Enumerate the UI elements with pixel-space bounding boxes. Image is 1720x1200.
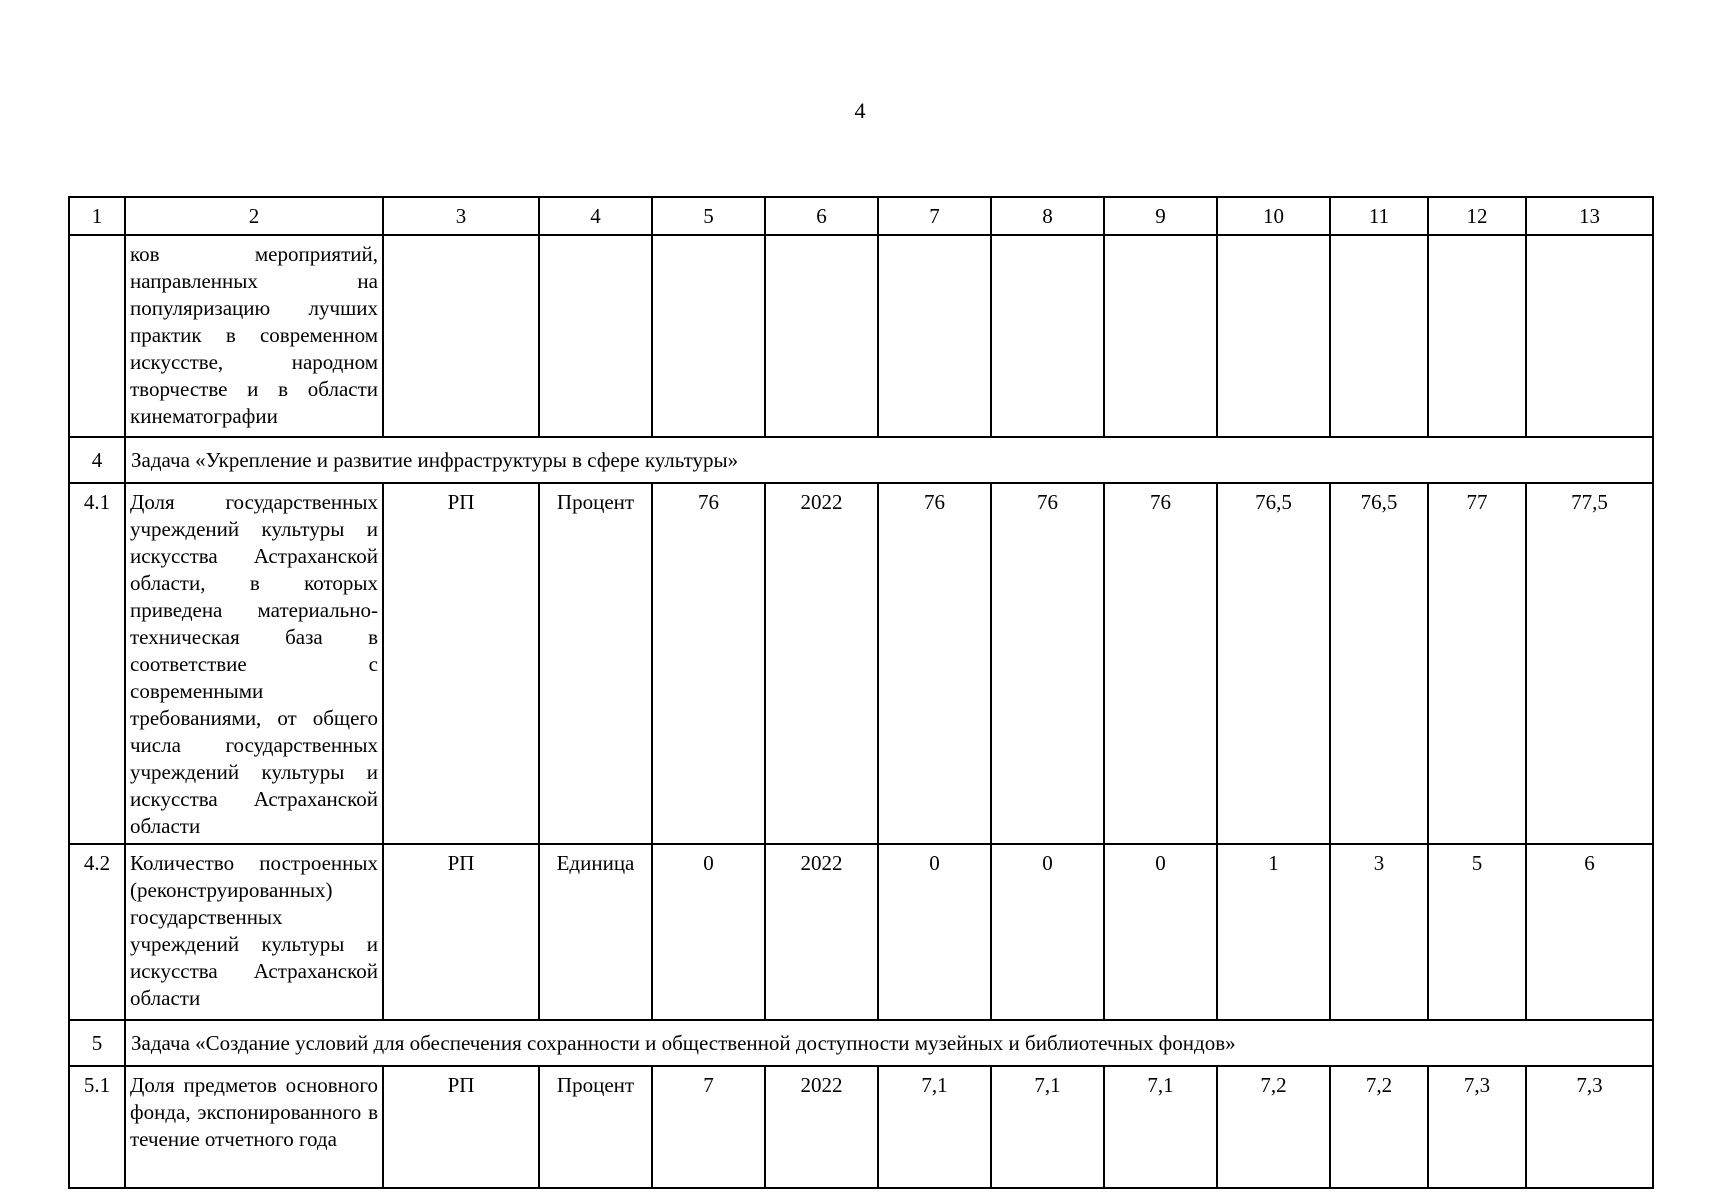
target-value: 7,3 <box>1526 1066 1653 1188</box>
empty-cell <box>539 235 652 437</box>
target-value: 0 <box>1104 844 1217 1020</box>
empty-cell <box>878 235 991 437</box>
column-header: 13 <box>1526 197 1653 235</box>
task-number: 4 <box>69 437 125 483</box>
indicator-description: Доля предметов основного фонда, экспонированного в течение отчетного года <box>125 1066 383 1188</box>
target-value: 7,1 <box>878 1066 991 1188</box>
target-value: 3 <box>1330 844 1428 1020</box>
empty-cell <box>1526 235 1653 437</box>
target-value: 7,1 <box>991 1066 1104 1188</box>
target-value: 76 <box>878 483 991 844</box>
continuation-row <box>69 235 1653 437</box>
target-value: 76,5 <box>1217 483 1330 844</box>
target-value: 5 <box>1428 844 1526 1020</box>
base-value: 0 <box>652 844 765 1020</box>
task-title: Задача «Создание условий для обеспечения сохранности и общественной доступности музейных и библиотечных фондов» <box>125 1020 1653 1066</box>
base-year: 2022 <box>765 483 878 844</box>
column-header: 12 <box>1428 197 1526 235</box>
column-number-row <box>69 197 1653 235</box>
target-value: 77,5 <box>1526 483 1653 844</box>
base-year: 2022 <box>765 844 878 1020</box>
indicator-row <box>69 1066 1653 1188</box>
column-header: 6 <box>765 197 878 235</box>
target-value: 7,2 <box>1217 1066 1330 1188</box>
task-number: 5 <box>69 1020 125 1066</box>
column-header: 8 <box>991 197 1104 235</box>
column-header: 9 <box>1104 197 1217 235</box>
empty-cell <box>1104 235 1217 437</box>
indicator-description: Количество построенных (реконструированных) государственных учреждений культуры и искусства Астраханской области <box>125 844 383 1020</box>
target-value: 7,2 <box>1330 1066 1428 1188</box>
target-value: 76 <box>1104 483 1217 844</box>
base-year: 2022 <box>765 1066 878 1188</box>
base-value: 7 <box>652 1066 765 1188</box>
target-value: 6 <box>1526 844 1653 1020</box>
indicators-table <box>68 196 1654 1189</box>
target-value: 76,5 <box>1330 483 1428 844</box>
indicator-level: РП <box>383 483 539 844</box>
page-number: 4 <box>854 98 866 123</box>
indicator-unit: Единица <box>539 844 652 1020</box>
column-header: 3 <box>383 197 539 235</box>
indicator-unit: Процент <box>539 483 652 844</box>
indicator-level: РП <box>383 844 539 1020</box>
column-header: 2 <box>125 197 383 235</box>
empty-cell <box>1428 235 1526 437</box>
column-header: 10 <box>1217 197 1330 235</box>
empty-cell <box>991 235 1104 437</box>
empty-cell <box>765 235 878 437</box>
empty-cell <box>383 235 539 437</box>
empty-cell <box>1217 235 1330 437</box>
indicator-level: РП <box>383 1066 539 1188</box>
empty-cell <box>1330 235 1428 437</box>
target-value: 7,3 <box>1428 1066 1526 1188</box>
indicator-description: ков мероприятий, направленных на популяризацию лучших практик в современном искусстве, народном творчестве и в области кинематографии <box>125 235 383 437</box>
task-row <box>69 1020 1653 1066</box>
task-row <box>69 437 1653 483</box>
row-number-cell <box>69 235 125 437</box>
column-header: 5 <box>652 197 765 235</box>
target-value: 0 <box>991 844 1104 1020</box>
column-header: 7 <box>878 197 991 235</box>
task-title: Задача «Укрепление и развитие инфраструктуры в сфере культуры» <box>125 437 1653 483</box>
target-value: 7,1 <box>1104 1066 1217 1188</box>
column-header: 4 <box>539 197 652 235</box>
indicator-number: 4.1 <box>69 483 125 844</box>
empty-cell <box>652 235 765 437</box>
indicator-description: Доля государственных учреждений культуры и искусства Астраханской области, в которых приведена материально-техническая база в соответствие с современными требованиями, от общего числа государственных учреждений культуры и искусства Астраханской области <box>125 483 383 844</box>
indicator-number: 4.2 <box>69 844 125 1020</box>
column-header: 11 <box>1330 197 1428 235</box>
target-value: 0 <box>878 844 991 1020</box>
target-value: 77 <box>1428 483 1526 844</box>
target-value: 76 <box>991 483 1104 844</box>
indicator-unit: Процент <box>539 1066 652 1188</box>
indicator-row <box>69 844 1653 1020</box>
target-value: 1 <box>1217 844 1330 1020</box>
base-value: 76 <box>652 483 765 844</box>
indicator-row <box>69 483 1653 844</box>
column-header: 1 <box>69 197 125 235</box>
indicator-number: 5.1 <box>69 1066 125 1188</box>
